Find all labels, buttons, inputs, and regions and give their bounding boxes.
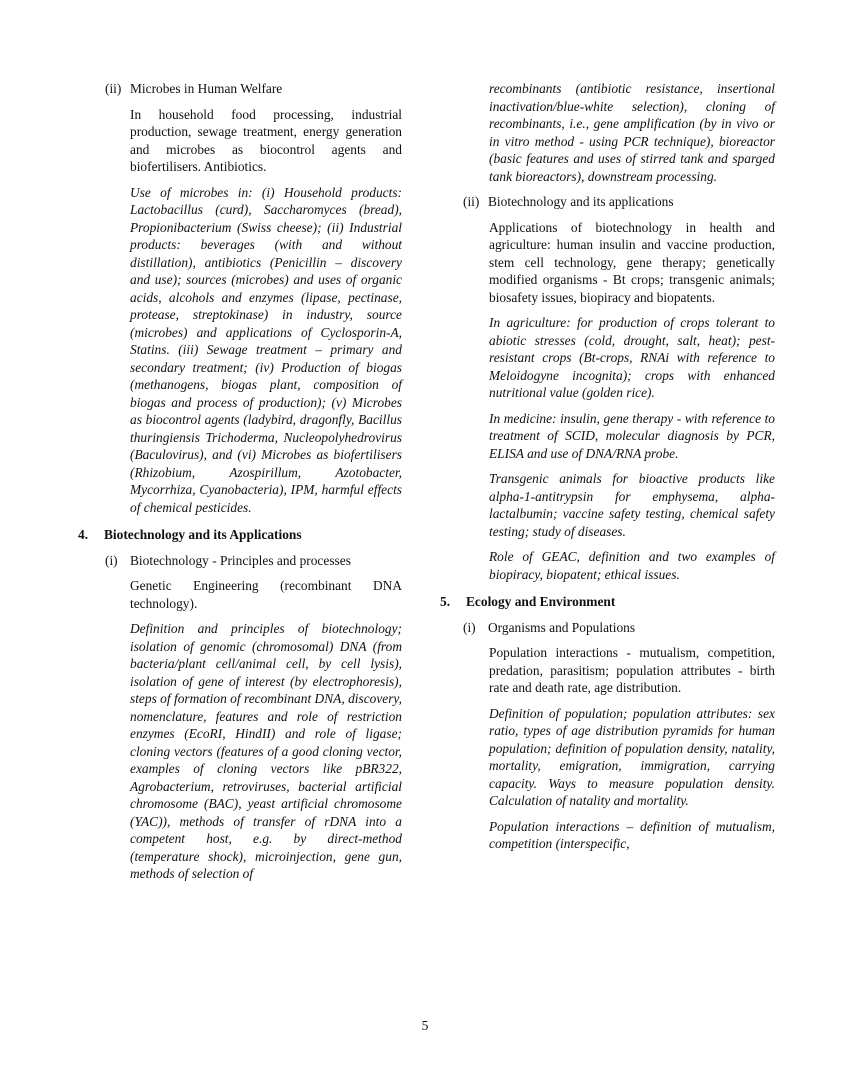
section-biotechnology <box>78 526 414 544</box>
paragraph-italic: In medicine: insulin, gene therapy - with reference to treatment of SCID, molecular diagnosis by PCR, ELISA and use of DNA/RNA probe. <box>489 410 775 461</box>
left-column <box>78 80 414 891</box>
section-title: Ecology and Environment <box>466 594 616 609</box>
subsection-organisms-populations <box>463 619 775 637</box>
subsection-title: Biotechnology and its applications <box>488 194 674 209</box>
section-number: 4. <box>78 527 89 542</box>
paragraph-italic: Use of microbes in: (i) Household products: Lactobacillus (curd), Saccharomyces (bread), Propionibacterium (Swiss cheese); (ii) Industrial products: beverages (with and without distillation), antibiotics (Penicillin – discovery and use); sources (microbes) and uses of organic acids, alcohols and enzymes (lipase, pectinase, protease, streptokinase) in industry, source (microbes) and applications of Cyclosporin-A, Statins. (iii) Sewage treatment – primary and secondary treatment; (iv) Production of biogas (methanogens, biogas plant, composition of biogas and process of production); (v) Microbes as biocontrol agents (ladybird, dragonfly, Bacillus thuringiensis Trichoderma, Nucleopolyhedrovirus (Baculovirus), and (vi) Microbes as biofertilisers (Rhizobium, Azospirillum, Azotobacter, Mycorrhiza, Cyanobacteria), IPM, harmful effects of chemical pesticides. <box>130 184 402 515</box>
subsection-microbes-human-welfare <box>105 80 414 98</box>
subsection-number: (i) <box>463 619 476 635</box>
subsection-biotech-applications <box>463 193 775 211</box>
section-ecology <box>440 593 775 611</box>
subsection-number: (ii) <box>463 194 480 209</box>
section-title: Biotechnology and its Applications <box>104 527 302 542</box>
subsection-biotech-principles <box>105 552 414 570</box>
paragraph-italic: Transgenic animals for bioactive products like alpha-1-antitrypsin for emphysema, alpha-lactalbumin; vaccine safety testing, chemical safety testing; study of diseases. <box>489 471 775 539</box>
paragraph-italic-continued: recombinants (antibiotic resistance, insertional inactivation/blue-white selection), cloning of recombinants, i.e., gene amplification (by in vivo or in vitro method - using PCR technique), bioreactor (basic features and uses of stirred tank and sparged tank bioreactors), downstream processing. <box>489 81 775 184</box>
paragraph-italic: Definition and principles of biotechnology; isolation of genomic (chromosomal) DNA (from bacteria/plant cell/animal cell, by cell lysis), isolation of gene of interest (by electrophoresis), steps of formation of recombinant DNA, discovery, nomenclature, features and role of restriction enzymes (EcoRI, HindII) and role of ligase; cloning vectors (features of a good cloning vector, examples of cloning vectors like pBR322, Agrobacterium, retroviruses, bacterial artificial chromosome (BAC), yeast artificial chromosome (YAC)), methods of transfer of rDNA into a competent host, e.g. by direct-method (temperature shock), microinjection, gene gun, methods of selection of <box>130 621 402 881</box>
paragraph: In household food processing, industrial production, sewage treatment, energy generation and microbes as biocontrol agents and biofertilisers. Antibiotics. <box>130 106 402 174</box>
paragraph-italic: Role of GEAC, definition and two examples of biopiracy, biopatent; ethical issues. <box>489 549 775 582</box>
page-number: 5 <box>421 1018 429 1033</box>
subsection-title: Microbes in Human Welfare <box>130 81 283 96</box>
paragraph: Population interactions - mutualism, competition, predation, parasitism; population attributes - birth rate and death rate, age distribution. <box>489 645 775 695</box>
paragraph: Genetic Engineering (recombinant DNA technology). <box>130 578 402 611</box>
subsection-title: Biotechnology - Principles and processes <box>130 552 351 568</box>
paragraph-italic: Population interactions – definition of mutualism, competition (interspecific, <box>489 818 775 851</box>
paragraph: Applications of biotechnology in health and agriculture: human insulin and vaccine production, stem cell technology, gene therapy; genetically modified organisms - Bt crops; transgenic animals; biosafety issues, biopiracy and biopatents. <box>489 219 775 305</box>
paragraph-italic: In agriculture: for production of crops tolerant to abiotic stresses (cold, drought, salt, heat); pest-resistant crops (Bt-crops, RNAi with reference to Meloidogyne incognita); crops with enhanced nutritional value (golden rice). <box>489 315 775 400</box>
subsection-number: (i) <box>105 552 118 568</box>
subsection-title: Organisms and Populations <box>488 619 636 635</box>
section-number: 5. <box>440 594 451 609</box>
paragraph-italic: Definition of population; population attributes: sex ratio, types of age distribution pyramids for human population; definition of population density, natality, mortality, emigration, immigration, carrying capacity. Ways to measure population density. Calculation of natality and mortality. <box>489 705 775 808</box>
right-column <box>440 80 775 861</box>
subsection-number: (ii) <box>105 81 122 96</box>
